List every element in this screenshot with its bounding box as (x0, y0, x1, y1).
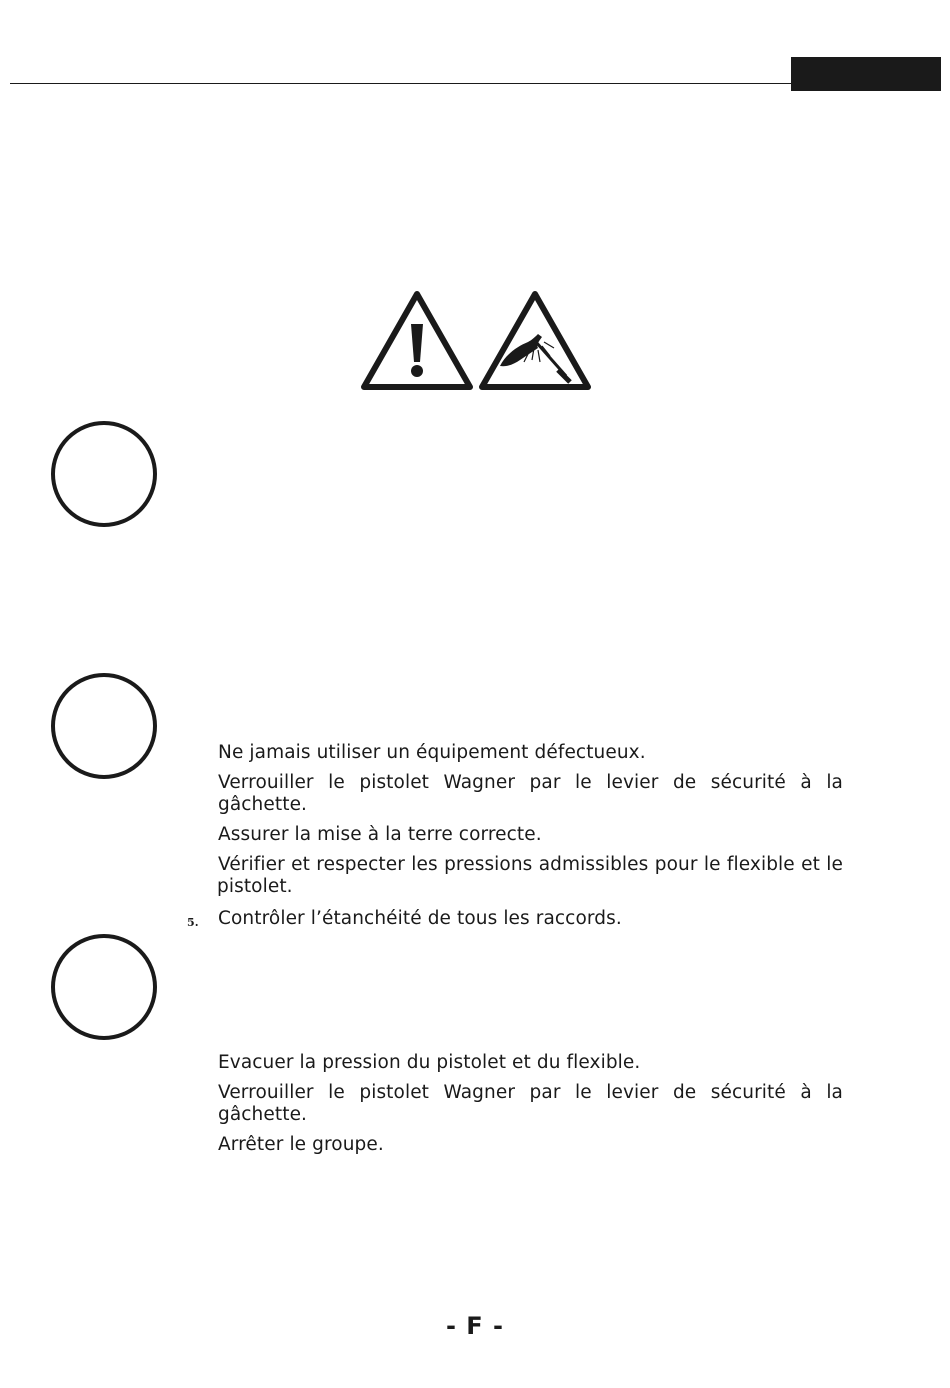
list-item (0, 854, 843, 898)
list-item (0, 1134, 843, 1156)
list-item-number: 5. (187, 916, 199, 929)
list-item-text: Arrêter le groupe. (218, 1134, 384, 1155)
header-rule (10, 83, 800, 84)
list-item (0, 908, 843, 930)
list-item-text: Verrouiller le pistolet Wagner par le levier de sécurité à la gâchette. (218, 1082, 843, 1125)
shutdown-checklist (0, 1052, 950, 1164)
list-item (0, 824, 843, 846)
page-footer-label: - F - (445, 1312, 505, 1340)
header-language-tab (791, 57, 941, 91)
warning-icons (360, 290, 592, 392)
list-item (0, 742, 843, 764)
list-item (0, 1082, 843, 1126)
list-item (0, 1052, 843, 1074)
list-item-text: Assurer la mise à la terre correcte. (218, 824, 542, 845)
list-item-text: Verrouiller le pistolet Wagner par le levier de sécurité à la gâchette. (218, 772, 843, 815)
list-item-text: Ne jamais utiliser un équipement défectueux. (218, 742, 646, 763)
list-item (0, 772, 843, 816)
list-item-text-continued: pistolet. (217, 876, 293, 897)
safety-checklist (0, 742, 950, 938)
step-circle-3 (51, 934, 157, 1040)
list-item-text: Contrôler l’étanchéité de tous les raccords. (218, 908, 622, 929)
list-item-text: Evacuer la pression du pistolet et du flexible. (218, 1052, 641, 1073)
step-circle-1 (51, 421, 157, 527)
spray-injection-hazard-icon (482, 294, 588, 387)
exclamation-warning-icon (364, 294, 470, 387)
list-item-text: Vérifier et respecter les pressions admissibles pour le flexible et le (218, 854, 843, 875)
